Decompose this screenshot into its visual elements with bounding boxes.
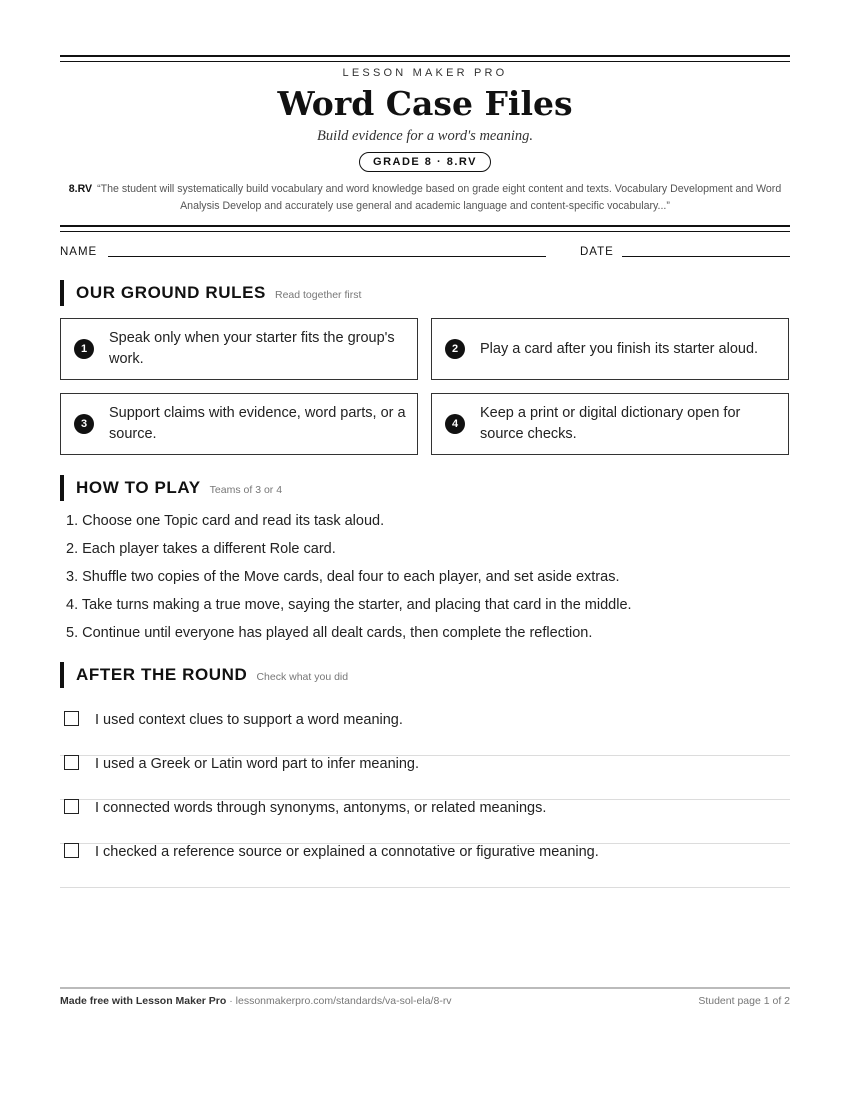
list-item: 2. Each player takes a different Role card. <box>66 541 336 557</box>
ground-rules-header <box>60 280 361 306</box>
list-item: 4. Take turns making a true move, saying the starter, and placing that card in the middle. <box>66 597 632 613</box>
rule-number-badge: 1 <box>74 339 94 359</box>
checklist-text: I used a Greek or Latin word part to infer meaning. <box>95 756 420 772</box>
section-marker <box>60 280 64 306</box>
after-round-title: AFTER THE ROUND <box>76 665 248 684</box>
date-label: DATE <box>580 246 614 258</box>
rule-text: Keep a print or digital dictionary open for source checks. <box>480 405 741 442</box>
standard-description <box>60 181 790 215</box>
name-label: NAME <box>60 246 98 258</box>
how-to-play-steps <box>66 510 786 650</box>
page-subtitle: Build evidence for a word's meaning. <box>317 128 533 144</box>
page-title: Word Case Files <box>277 84 573 123</box>
brand-name: LESSON MAKER PRO <box>342 67 508 79</box>
checkbox[interactable] <box>64 755 79 770</box>
section-marker <box>60 662 64 688</box>
how-to-play-header <box>60 475 282 501</box>
how-to-play-note: Teams of 3 or 4 <box>209 483 283 496</box>
standard-text: “The student will systematically build vocabulary and word knowledge based on grade eight content and texts. Vocabulary Development and Word Analysis Develop and accurately use general and academic language and content-specific vocabulary...” <box>97 183 782 212</box>
checklist-item <box>60 711 790 756</box>
checklist-item <box>60 799 790 844</box>
ground-rules-note: Read together first <box>275 288 362 301</box>
checkbox[interactable] <box>64 799 79 814</box>
ground-rule-card <box>431 393 789 455</box>
ground-rule-card <box>431 318 789 380</box>
rule-text: Speak only when your starter fits the group's work. <box>109 330 395 367</box>
header-top-rule <box>60 55 790 62</box>
footer-url[interactable]: · lessonmakerpro.com/standards/va-sol-ela/8-rv <box>226 995 452 1007</box>
list-item: 1. Choose one Topic card and read its task aloud. <box>66 513 385 529</box>
footer-made-with: Made free with Lesson Maker Pro <box>60 995 227 1007</box>
date-field[interactable] <box>622 256 790 257</box>
checkbox[interactable] <box>64 711 79 726</box>
section-marker <box>60 475 64 501</box>
grade-badge: GRADE 8 · 8.RV <box>359 152 491 172</box>
checkbox[interactable] <box>64 843 79 858</box>
checklist-item <box>60 843 790 888</box>
ground-rule-card <box>60 318 418 380</box>
ground-rule-card <box>60 393 418 455</box>
rule-text: Play a card after you finish its starter aloud. <box>480 340 759 357</box>
checklist-text: I checked a reference source or explained a connotative or figurative meaning. <box>95 844 599 860</box>
grade-badge-wrap <box>60 152 790 172</box>
header-bottom-rule <box>60 225 790 232</box>
checklist-text: I connected words through synonyms, antonyms, or related meanings. <box>95 800 547 816</box>
checklist-item <box>60 755 790 800</box>
after-round-header <box>60 662 348 688</box>
after-round-note: Check what you did <box>256 670 349 683</box>
standard-code: 8.RV <box>68 183 93 195</box>
ground-rules-title: OUR GROUND RULES <box>76 283 266 302</box>
rule-number-badge: 4 <box>445 414 465 434</box>
checklist-text: I used context clues to support a word meaning. <box>95 712 403 728</box>
footer-page-number: Student page 1 of 2 <box>698 995 790 1007</box>
rule-number-badge: 2 <box>445 339 465 359</box>
worksheet-page <box>60 0 790 1100</box>
how-to-play-title: HOW TO PLAY <box>76 478 201 497</box>
rule-number-badge: 3 <box>74 414 94 434</box>
rule-text: Support claims with evidence, word parts, or a source. <box>109 405 406 442</box>
name-field[interactable] <box>108 256 546 257</box>
list-item: 5. Continue until everyone has played all dealt cards, then complete the reflection. <box>66 625 593 641</box>
footer-rule <box>60 987 790 989</box>
list-item: 3. Shuffle two copies of the Move cards, deal four to each player, and set aside extras. <box>66 569 620 585</box>
footer-credit <box>60 995 452 1007</box>
